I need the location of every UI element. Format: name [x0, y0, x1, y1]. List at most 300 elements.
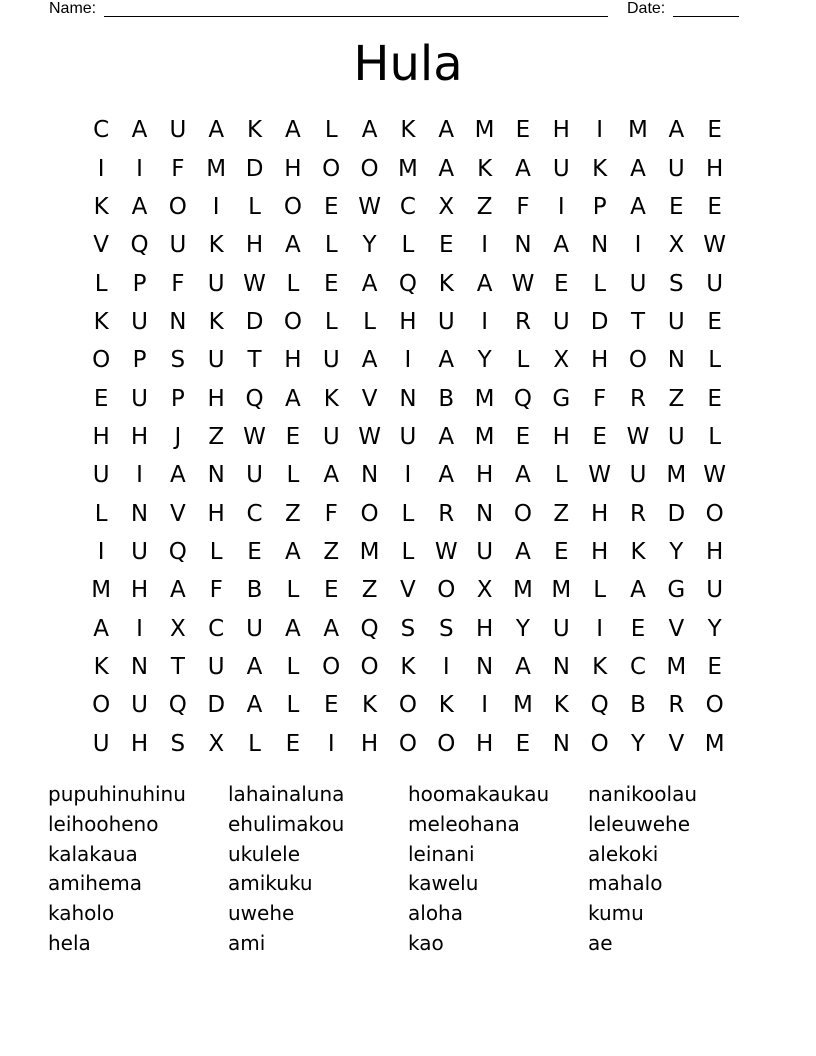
grid-letter[interactable]: R	[438, 500, 455, 527]
grid-letter[interactable]: H	[130, 730, 149, 757]
grid-letter[interactable]: P	[132, 270, 147, 297]
grid-letter[interactable]: M	[513, 692, 533, 719]
grid-letter[interactable]: R	[514, 308, 531, 335]
grid-letter[interactable]: L	[286, 692, 300, 719]
grid-letter[interactable]: I	[481, 232, 488, 259]
grid-letter[interactable]: E	[515, 423, 531, 450]
grid-letter[interactable]: W	[703, 232, 727, 259]
grid-letter[interactable]: A	[131, 117, 148, 144]
grid-letter[interactable]: Y	[477, 347, 492, 374]
grid-letter[interactable]: O	[705, 500, 724, 527]
grid-letter[interactable]: K	[592, 653, 608, 680]
grid-letter[interactable]: Z	[553, 500, 570, 527]
grid-letter[interactable]: U	[207, 270, 225, 297]
grid-letter[interactable]: E	[323, 692, 339, 719]
grid-letter[interactable]: O	[437, 730, 456, 757]
grid-letter[interactable]: U	[629, 270, 647, 297]
grid-letter[interactable]: B	[246, 577, 263, 604]
grid-letter[interactable]: I	[442, 653, 450, 680]
grid-letter[interactable]: Y	[515, 615, 530, 642]
grid-letter[interactable]: E	[554, 270, 569, 297]
grid-letter[interactable]: I	[404, 462, 412, 489]
grid-letter[interactable]: V	[668, 615, 685, 642]
grid-letter[interactable]: G	[667, 577, 686, 604]
grid-letter[interactable]: H	[475, 615, 494, 642]
grid-letter[interactable]: Q	[398, 270, 417, 297]
grid-letter[interactable]: P	[132, 347, 147, 374]
grid-letter[interactable]: N	[207, 462, 225, 489]
grid-letter[interactable]: X	[438, 193, 455, 220]
grid-letter[interactable]: I	[596, 117, 604, 144]
grid-letter[interactable]: E	[285, 730, 301, 757]
grid-letter[interactable]: K	[93, 193, 109, 220]
grid-letter[interactable]: L	[516, 347, 530, 374]
grid-letter[interactable]: E	[669, 193, 684, 220]
grid-letter[interactable]: R	[629, 500, 646, 527]
grid-letter[interactable]: O	[513, 500, 532, 527]
grid-letter[interactable]: K	[400, 653, 416, 680]
word-search-grid	[82, 111, 734, 763]
grid-letter[interactable]: O	[590, 730, 609, 757]
grid-letter[interactable]: A	[630, 155, 646, 182]
grid-letter[interactable]: U	[131, 692, 148, 719]
grid-letter[interactable]: O	[92, 347, 111, 374]
grid-letter[interactable]: M	[206, 155, 227, 182]
grid-letter[interactable]: K	[553, 692, 569, 719]
grid-letter[interactable]: H	[552, 117, 570, 144]
grid-letter[interactable]: W	[588, 462, 612, 489]
grid-letter[interactable]: S	[170, 347, 186, 374]
grid-letter[interactable]: U	[667, 308, 685, 335]
grid-letter[interactable]: R	[668, 692, 685, 719]
grid-letter[interactable]: A	[361, 117, 378, 144]
grid-letter[interactable]: W	[626, 423, 650, 450]
grid-letter[interactable]: O	[360, 500, 379, 527]
grid-letter[interactable]: X	[208, 730, 225, 757]
grid-letter[interactable]: M	[359, 538, 380, 565]
grid-letter[interactable]: I	[136, 462, 143, 489]
grid-letter[interactable]: Y	[707, 615, 722, 642]
grid-letter[interactable]: L	[593, 270, 607, 297]
grid-letter[interactable]: H	[706, 538, 724, 565]
grid-letter[interactable]: U	[552, 308, 570, 335]
grid-letter[interactable]: N	[591, 232, 609, 259]
word-list-item: aloha	[408, 901, 463, 926]
grid-letter[interactable]: Q	[245, 385, 264, 412]
grid-letter[interactable]: Y	[669, 538, 684, 565]
grid-letter[interactable]: K	[630, 538, 646, 565]
grid-letter[interactable]: L	[554, 462, 568, 489]
grid-letter[interactable]: D	[245, 155, 264, 182]
grid-letter[interactable]: N	[476, 500, 494, 527]
grid-letter[interactable]: U	[437, 308, 455, 335]
word-list-item: pupuhinuhinu	[48, 782, 186, 806]
grid-letter[interactable]: C	[93, 117, 110, 144]
grid-letter[interactable]: A	[361, 347, 378, 374]
grid-letter[interactable]: I	[136, 615, 143, 642]
grid-letter[interactable]: L	[363, 308, 376, 335]
grid-letter[interactable]: E	[93, 385, 109, 412]
grid-letter[interactable]: N	[667, 347, 685, 374]
grid-letter[interactable]: L	[286, 653, 300, 680]
grid-letter[interactable]: O	[283, 308, 302, 335]
grid-letter[interactable]: U	[322, 347, 340, 374]
grid-letter[interactable]: K	[208, 232, 224, 259]
grid-letter[interactable]: U	[552, 615, 570, 642]
grid-letter[interactable]: M	[397, 155, 418, 182]
grid-letter[interactable]: B	[438, 385, 455, 412]
grid-letter[interactable]: A	[246, 692, 263, 719]
grid-letter[interactable]: F	[516, 193, 530, 220]
grid-letter[interactable]: E	[285, 423, 301, 450]
grid-letter[interactable]: L	[401, 232, 415, 259]
grid-letter[interactable]: W	[703, 462, 727, 489]
grid-letter[interactable]: S	[669, 270, 684, 297]
grid-letter[interactable]: A	[438, 117, 455, 144]
grid-letter[interactable]: H	[706, 155, 724, 182]
grid-letter[interactable]: N	[552, 653, 570, 680]
grid-letter[interactable]: Q	[360, 615, 379, 642]
grid-letter[interactable]: Q	[130, 232, 149, 259]
grid-letter[interactable]: E	[707, 308, 722, 335]
grid-letter[interactable]: Z	[323, 538, 340, 565]
grid-letter[interactable]: K	[362, 692, 378, 719]
grid-letter[interactable]: N	[514, 232, 532, 259]
grid-letter[interactable]: H	[360, 730, 379, 757]
grid-letter[interactable]: F	[171, 270, 185, 297]
grid-letter[interactable]: U	[169, 232, 187, 259]
grid-letter[interactable]: L	[593, 577, 607, 604]
grid-letter[interactable]: M	[474, 423, 495, 450]
grid-letter[interactable]: O	[437, 577, 456, 604]
grid-letter[interactable]: O	[398, 730, 417, 757]
grid-letter[interactable]: A	[438, 462, 455, 489]
grid-letter[interactable]: A	[476, 270, 493, 297]
grid-letter[interactable]: U	[131, 308, 148, 335]
grid-letter[interactable]: M	[666, 462, 687, 489]
grid-letter[interactable]: E	[707, 653, 722, 680]
grid-letter[interactable]: A	[438, 423, 455, 450]
grid-letter[interactable]: L	[708, 423, 722, 450]
grid-letter[interactable]: A	[438, 347, 455, 374]
grid-letter[interactable]: E	[438, 232, 454, 259]
grid-letter[interactable]: M	[91, 577, 112, 604]
grid-letter[interactable]: N	[360, 462, 379, 489]
grid-letter[interactable]: Z	[208, 423, 225, 450]
grid-letter[interactable]: Q	[590, 692, 609, 719]
grid-letter[interactable]: E	[323, 577, 339, 604]
grid-letter[interactable]: X	[553, 347, 570, 374]
grid-letter[interactable]: Q	[168, 538, 187, 565]
word-list-item: kaholo	[48, 901, 115, 926]
word-list-item: meleohana	[408, 811, 520, 836]
grid-letter[interactable]: H	[284, 347, 302, 374]
grid-letter[interactable]: Y	[630, 730, 646, 757]
grid-letter[interactable]: U	[706, 577, 724, 604]
grid-letter[interactable]: U	[92, 730, 110, 757]
grid-letter[interactable]: V	[668, 730, 685, 757]
grid-letter[interactable]: K	[592, 155, 608, 182]
grid-letter[interactable]: H	[590, 538, 609, 565]
grid-letter[interactable]: A	[630, 193, 646, 220]
grid-letter[interactable]: O	[360, 653, 379, 680]
grid-letter[interactable]: W	[511, 270, 535, 297]
grid-letter[interactable]: E	[707, 117, 722, 144]
grid-letter[interactable]: O	[360, 155, 379, 182]
grid-letter[interactable]: A	[169, 577, 186, 604]
grid-letter[interactable]: N	[399, 385, 417, 412]
grid-letter[interactable]: S	[170, 730, 186, 757]
grid-letter[interactable]: F	[593, 385, 607, 412]
grid-letter[interactable]: H	[207, 385, 225, 412]
grid-letter[interactable]: W	[434, 538, 458, 565]
grid-letter[interactable]: A	[285, 615, 301, 642]
grid-letter[interactable]: A	[131, 193, 148, 220]
grid-letter[interactable]: A	[285, 385, 301, 412]
grid-letter[interactable]: H	[590, 347, 609, 374]
grid-letter[interactable]: K	[247, 117, 263, 144]
grid-letter[interactable]: A	[169, 462, 186, 489]
grid-letter[interactable]: O	[322, 653, 341, 680]
grid-letter[interactable]: E	[707, 385, 722, 412]
grid-letter[interactable]: A	[515, 653, 531, 680]
grid-letter[interactable]: D	[245, 308, 264, 335]
grid-letter[interactable]: O	[283, 193, 302, 220]
grid-letter[interactable]: A	[285, 117, 301, 144]
grid-letter[interactable]: K	[93, 308, 109, 335]
grid-letter[interactable]: N	[130, 653, 149, 680]
grid-letter[interactable]: A	[553, 232, 570, 259]
grid-letter[interactable]: U	[399, 423, 417, 450]
grid-letter[interactable]: Z	[668, 385, 685, 412]
grid-letter[interactable]: L	[401, 538, 415, 565]
grid-letter[interactable]: L	[248, 730, 261, 757]
grid-letter[interactable]: N	[130, 500, 149, 527]
grid-letter[interactable]: H	[245, 232, 264, 259]
grid-letter[interactable]: Z	[361, 577, 378, 604]
grid-letter[interactable]: W	[358, 193, 381, 220]
grid-letter[interactable]: E	[707, 193, 722, 220]
grid-letter[interactable]: U	[476, 538, 494, 565]
grid-letter[interactable]: L	[286, 577, 300, 604]
grid-letter[interactable]: I	[481, 692, 488, 719]
grid-letter[interactable]: I	[97, 538, 105, 565]
grid-letter[interactable]: A	[361, 270, 378, 297]
grid-letter[interactable]: U	[246, 615, 263, 642]
grid-letter[interactable]: A	[93, 615, 110, 642]
grid-letter[interactable]: H	[399, 308, 417, 335]
grid-letter[interactable]: V	[93, 232, 110, 259]
grid-letter[interactable]: V	[400, 577, 416, 604]
grid-letter[interactable]: O	[168, 193, 187, 220]
grid-letter[interactable]: F	[171, 155, 185, 182]
grid-letter[interactable]: W	[243, 270, 266, 297]
grid-letter[interactable]: U	[322, 423, 340, 450]
grid-letter[interactable]: A	[323, 462, 340, 489]
grid-letter[interactable]: M	[704, 730, 725, 757]
grid-letter[interactable]: S	[400, 615, 416, 642]
grid-letter[interactable]: F	[209, 577, 223, 604]
grid-letter[interactable]: O	[705, 692, 724, 719]
grid-letter[interactable]: A	[515, 462, 531, 489]
grid-letter[interactable]: E	[630, 615, 646, 642]
grid-letter[interactable]: L	[324, 308, 338, 335]
grid-letter[interactable]: A	[630, 577, 646, 604]
grid-letter[interactable]: H	[130, 577, 149, 604]
grid-letter[interactable]: A	[515, 538, 531, 565]
grid-letter[interactable]: C	[399, 193, 416, 220]
grid-letter[interactable]: U	[706, 270, 724, 297]
grid-letter[interactable]: I	[596, 615, 604, 642]
grid-letter[interactable]: I	[557, 193, 565, 220]
grid-letter[interactable]: H	[207, 500, 225, 527]
grid-letter[interactable]: I	[136, 155, 143, 182]
grid-letter[interactable]: A	[515, 155, 531, 182]
grid-letter[interactable]: U	[667, 423, 685, 450]
grid-letter[interactable]: A	[246, 653, 263, 680]
word-list-item: lahainaluna	[228, 782, 345, 806]
grid-letter[interactable]: Q	[168, 692, 187, 719]
grid-letter[interactable]: G	[552, 385, 571, 412]
grid-letter[interactable]: E	[247, 538, 262, 565]
grid-letter[interactable]: A	[438, 155, 455, 182]
grid-letter[interactable]: J	[174, 423, 182, 450]
grid-letter[interactable]: E	[323, 193, 339, 220]
grid-letter[interactable]: M	[513, 577, 533, 604]
grid-letter[interactable]: A	[208, 117, 225, 144]
grid-letter[interactable]: I	[404, 347, 412, 374]
grid-letter[interactable]: H	[130, 423, 149, 450]
grid-letter[interactable]: A	[285, 232, 301, 259]
grid-letter[interactable]: M	[666, 653, 687, 680]
grid-letter[interactable]: L	[209, 538, 223, 565]
grid-letter[interactable]: L	[324, 232, 338, 259]
grid-letter[interactable]: W	[243, 423, 266, 450]
grid-letter[interactable]: Y	[362, 232, 377, 259]
grid-letter[interactable]: N	[476, 653, 494, 680]
grid-letter[interactable]: C	[208, 615, 225, 642]
grid-letter[interactable]: K	[438, 692, 454, 719]
grid-letter[interactable]: A	[323, 615, 340, 642]
grid-letter[interactable]: E	[515, 117, 531, 144]
word-list-item: ehulimakou	[228, 811, 345, 836]
grid-letter[interactable]: L	[324, 117, 338, 144]
grid-letter[interactable]: U	[246, 462, 263, 489]
grid-letter[interactable]: O	[322, 155, 341, 182]
grid-letter[interactable]: O	[398, 692, 417, 719]
grid-letter[interactable]: U	[207, 347, 225, 374]
grid-letter[interactable]: L	[401, 500, 415, 527]
grid-letter[interactable]: T	[247, 347, 262, 374]
grid-letter[interactable]: V	[169, 500, 186, 527]
grid-letter[interactable]: E	[323, 270, 339, 297]
grid-letter[interactable]: H	[552, 423, 570, 450]
grid-letter[interactable]: U	[207, 653, 225, 680]
grid-letter[interactable]: L	[94, 270, 108, 297]
grid-letter[interactable]: I	[634, 232, 642, 259]
name-field-line[interactable]	[104, 0, 608, 17]
grid-letter[interactable]: A	[668, 117, 685, 144]
grid-letter[interactable]: P	[592, 193, 607, 220]
grid-letter[interactable]: T	[170, 653, 185, 680]
grid-letter[interactable]: K	[323, 385, 339, 412]
grid-letter[interactable]: H	[284, 155, 302, 182]
grid-letter[interactable]: C	[246, 500, 263, 527]
grid-letter[interactable]: D	[207, 692, 226, 719]
grid-letter[interactable]: U	[552, 155, 570, 182]
grid-letter[interactable]: N	[552, 730, 570, 757]
grid-letter[interactable]: I	[327, 730, 335, 757]
grid-letter[interactable]: O	[628, 347, 648, 374]
grid-letter[interactable]: D	[667, 500, 686, 527]
grid-letter[interactable]: B	[630, 692, 646, 719]
grid-letter[interactable]: L	[94, 500, 108, 527]
grid-letter[interactable]: Q	[513, 385, 532, 412]
name-label: Name:	[49, 0, 97, 17]
grid-letter[interactable]: C	[629, 653, 647, 680]
grid-letter[interactable]: F	[324, 500, 338, 527]
word-list-item: kumu	[588, 901, 644, 926]
grid-letter[interactable]: Z	[476, 193, 493, 220]
grid-letter[interactable]: U	[92, 462, 110, 489]
grid-letter[interactable]: E	[554, 538, 569, 565]
grid-letter[interactable]: M	[474, 117, 495, 144]
grid-letter[interactable]: U	[629, 462, 647, 489]
grid-letter[interactable]: T	[630, 308, 646, 335]
grid-letter[interactable]: K	[438, 270, 454, 297]
grid-letter[interactable]: L	[286, 462, 300, 489]
grid-letter[interactable]: D	[590, 308, 609, 335]
grid-letter[interactable]: N	[169, 308, 187, 335]
grid-letter[interactable]: U	[131, 538, 148, 565]
grid-letter[interactable]: M	[628, 117, 648, 144]
grid-letter[interactable]: X	[169, 615, 186, 642]
grid-letter[interactable]: K	[477, 155, 493, 182]
grid-letter[interactable]: Z	[285, 500, 301, 527]
grid-letter[interactable]: P	[170, 385, 185, 412]
grid-letter[interactable]: W	[358, 423, 381, 450]
grid-letter[interactable]: R	[629, 385, 646, 412]
grid-letter[interactable]: V	[361, 385, 378, 412]
grid-letter[interactable]: X	[476, 577, 493, 604]
grid-letter[interactable]: K	[208, 308, 224, 335]
grid-letter[interactable]: H	[475, 730, 494, 757]
grid-letter[interactable]: S	[438, 615, 454, 642]
grid-letter[interactable]: H	[590, 500, 609, 527]
grid-letter[interactable]: M	[474, 385, 495, 412]
grid-letter[interactable]: L	[708, 347, 722, 374]
grid-letter[interactable]: E	[592, 423, 607, 450]
grid-letter[interactable]: X	[668, 232, 685, 259]
grid-letter[interactable]: U	[169, 117, 187, 144]
grid-letter[interactable]: I	[481, 308, 488, 335]
grid-letter[interactable]: U	[131, 385, 148, 412]
grid-letter[interactable]: L	[286, 270, 300, 297]
grid-letter[interactable]: H	[92, 423, 110, 450]
grid-letter[interactable]: I	[97, 155, 105, 182]
grid-letter[interactable]: U	[667, 155, 685, 182]
grid-letter[interactable]: A	[285, 538, 301, 565]
grid-letter[interactable]: I	[212, 193, 220, 220]
grid-letter[interactable]: O	[92, 692, 111, 719]
grid-letter[interactable]: M	[551, 577, 572, 604]
grid-letter[interactable]: H	[475, 462, 494, 489]
grid-letter[interactable]: L	[248, 193, 261, 220]
grid-letter[interactable]: K	[400, 117, 416, 144]
grid-letter[interactable]: E	[515, 730, 531, 757]
grid-letter[interactable]: K	[93, 653, 109, 680]
date-field-line[interactable]	[673, 0, 739, 17]
